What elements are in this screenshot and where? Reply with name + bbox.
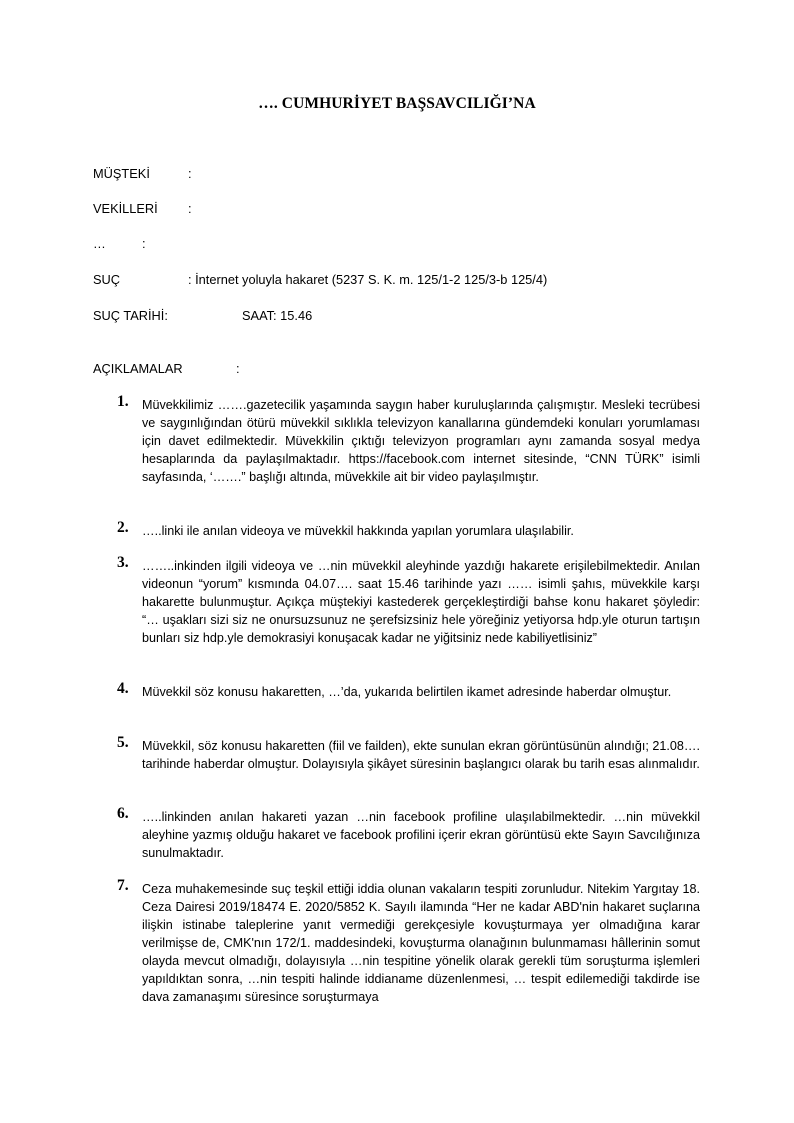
item-text: ……..inkinden ilgili videoya ve …nin müvekkil aleyhinde yazdığı hakarete erişilebilmektedir. Anılan videonun “yorum” kısmında 04.07…. saat 15.46 tarihinde yazı …… isimli şahıs, müvekkile karşı hakarette bulunmuştur. Açıkça müştekiyi kastederek gerçekleştirdiği bahse konu hakaret şöyledir: “… uşakları sizi siz ne onursuzsunuz ne şerefsizsiniz hele yöreğiniz yetiyorsa hdp.yle oturun tartışın bunları siz hdp.yle demokrasiyi konuşacak kadar ne yiğitsiniz nede kabiliyetlisiniz” bbox=[142, 559, 700, 645]
field-musteki-colon: : bbox=[188, 166, 192, 181]
field-dots-label: … bbox=[93, 236, 106, 251]
item-number: 3. bbox=[117, 554, 129, 571]
field-vekilleri-colon: : bbox=[188, 201, 192, 216]
item-number: 6. bbox=[117, 805, 129, 822]
item-text: …..linki ile anılan videoya ve müvekkil hakkında yapılan yorumlara ulaşılabilir. bbox=[142, 524, 574, 538]
field-musteki-label: MÜŞTEKİ bbox=[93, 166, 150, 181]
field-vekilleri-label: VEKİLLERİ bbox=[93, 201, 158, 216]
field-suc-tarihi-label: SUÇ TARİHİ: bbox=[93, 308, 168, 323]
item-text: Müvekkil, söz konusu hakaretten (fiil ve failden), ekte sunulan ekran görüntüsünün alındığı; 21.08…. tarihinde haberdar olmuştur. Dolayısıyla şikâyet süresinin başlangıcı olarak bu tarih esas alınmalıdır. bbox=[142, 739, 700, 771]
item-number: 7. bbox=[117, 877, 129, 894]
item-text: …..linkinden anılan hakareti yazan …nin facebook profiline ulaşılabilmektedir. …nin müvekkil aleyhine yazmış olduğu hakaret ve facebook profilini içerir ekran görüntüsü ekte Sayın Savcılığınıza sunulmaktadır. bbox=[142, 810, 700, 860]
item-text: Müvekkil söz konusu hakaretten, …’da, yukarıda belirtilen ikamet adresinde haberdar olmuştur. bbox=[142, 685, 672, 699]
field-suc-label: SUÇ bbox=[93, 272, 121, 287]
item-text: Ceza muhakemesinde suç teşkil ettiği iddia olunan vakaların tespiti zorunludur. Nitekim Yargıtay 18. Ceza Dairesi 2019/18474 E. 2020/5852 K. Sayılı ilamında “Her ne kadar ABD'nin hakaret suçlarına ilişkin istinabe taleplerine yanıt vermediği gerekçesiyle kovuşturmaya yer olmadığına karar verilmişse de, CMK'nın 172/1. maddesindeki, kovuşturma olanağının bulunmaması hâllerinin somut olayda mevcut olmadığı, dolayısıyla …nin tespitine yönelik olarak gerekli tüm soruşturma işlemleri yapıldıktan sonra, …nin tespiti halinde iddianame düzenlenmesi, … tespit edilemediği takdirde ise dava zamanaşımı süresince soruşturmaya bbox=[142, 882, 700, 1004]
item-text: Müvekkilimiz …….gazetecilik yaşamında saygın haber kuruluşlarında çalışmıştır. Mesleki tecrübesi ve saygınlığından ötürü müvekkil sıklıkla televizyon kanallarına gündemdeki konuları yorumlaması için davet edilmektedir. Müvekkilin çıktığı televizyon programları aynı zamanda sosyal medya hesaplarında da paylaşılmaktadır. https://facebook.com internet sitesinde, “CNN TÜRK” isimli sayfasında, ‘…….” başlığı altında, müvekkile ait bir video paylaşılmıştır. bbox=[142, 398, 700, 484]
field-suc-value: : İnternet yoluyla hakaret (5237 S. K. m. 125/1-2 125/3-b 125/4) bbox=[188, 272, 548, 287]
field-aciklamalar-colon: : bbox=[236, 361, 240, 376]
document-title: …. CUMHURİYET BAŞSAVCILIĞI’NA bbox=[258, 95, 536, 112]
item-number: 5. bbox=[117, 734, 129, 751]
item-number: 4. bbox=[117, 680, 129, 697]
item-number: 2. bbox=[117, 519, 129, 536]
field-dots-colon: : bbox=[142, 236, 146, 251]
field-suc-tarihi-value: SAAT: 15.46 bbox=[242, 308, 313, 323]
item-number: 1. bbox=[117, 393, 129, 410]
field-aciklamalar-label: AÇIKLAMALAR bbox=[93, 361, 183, 376]
